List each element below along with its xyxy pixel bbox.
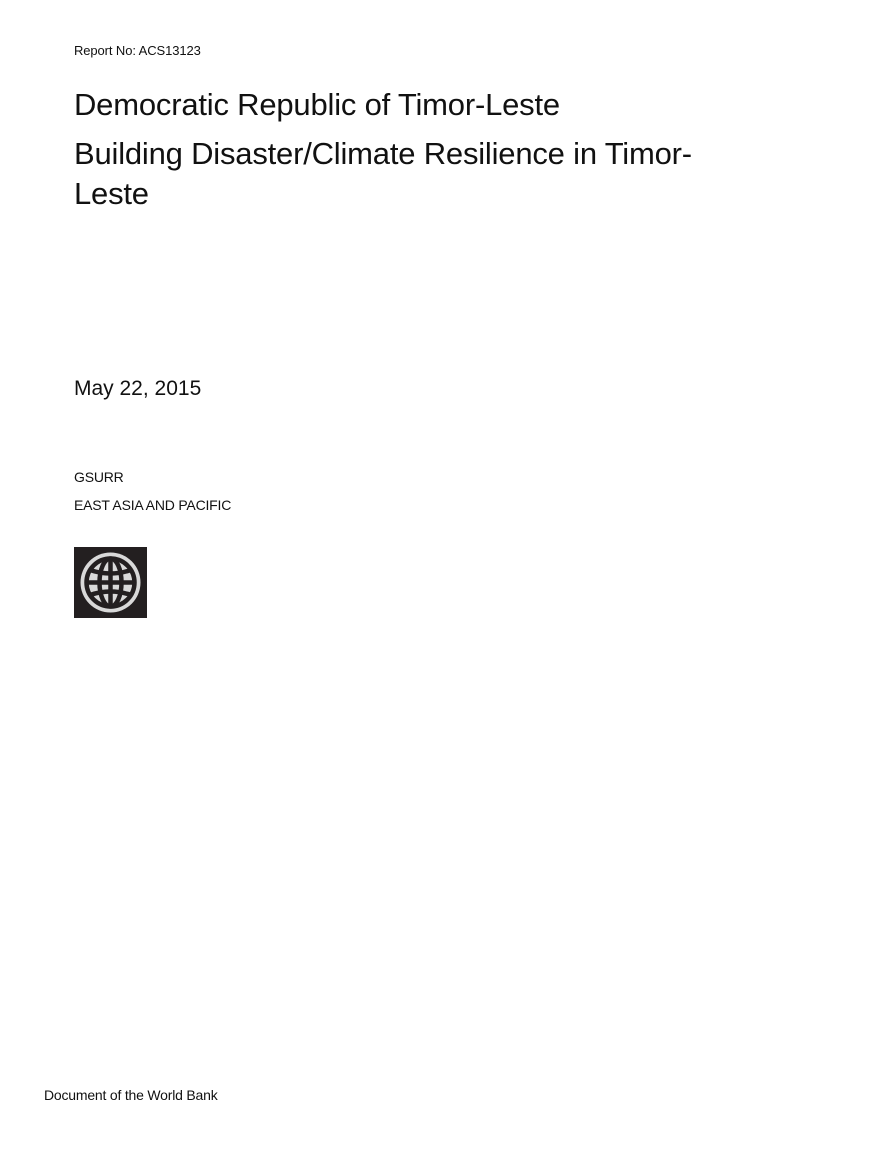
region-name: EAST ASIA AND PACIFIC	[74, 497, 232, 513]
project-title: Building Disaster/Climate Resilience in Timor-Leste	[74, 136, 692, 211]
title-block	[74, 86, 774, 214]
report-number: Report No: ACS13123	[74, 43, 201, 58]
footer-text: Document of the World Bank	[44, 1087, 218, 1103]
unit-code: GSURR	[74, 469, 124, 485]
country-title: Democratic Republic of Timor-Leste	[74, 87, 560, 122]
world-bank-globe-icon	[74, 547, 147, 618]
report-date: May 22, 2015	[74, 377, 202, 400]
